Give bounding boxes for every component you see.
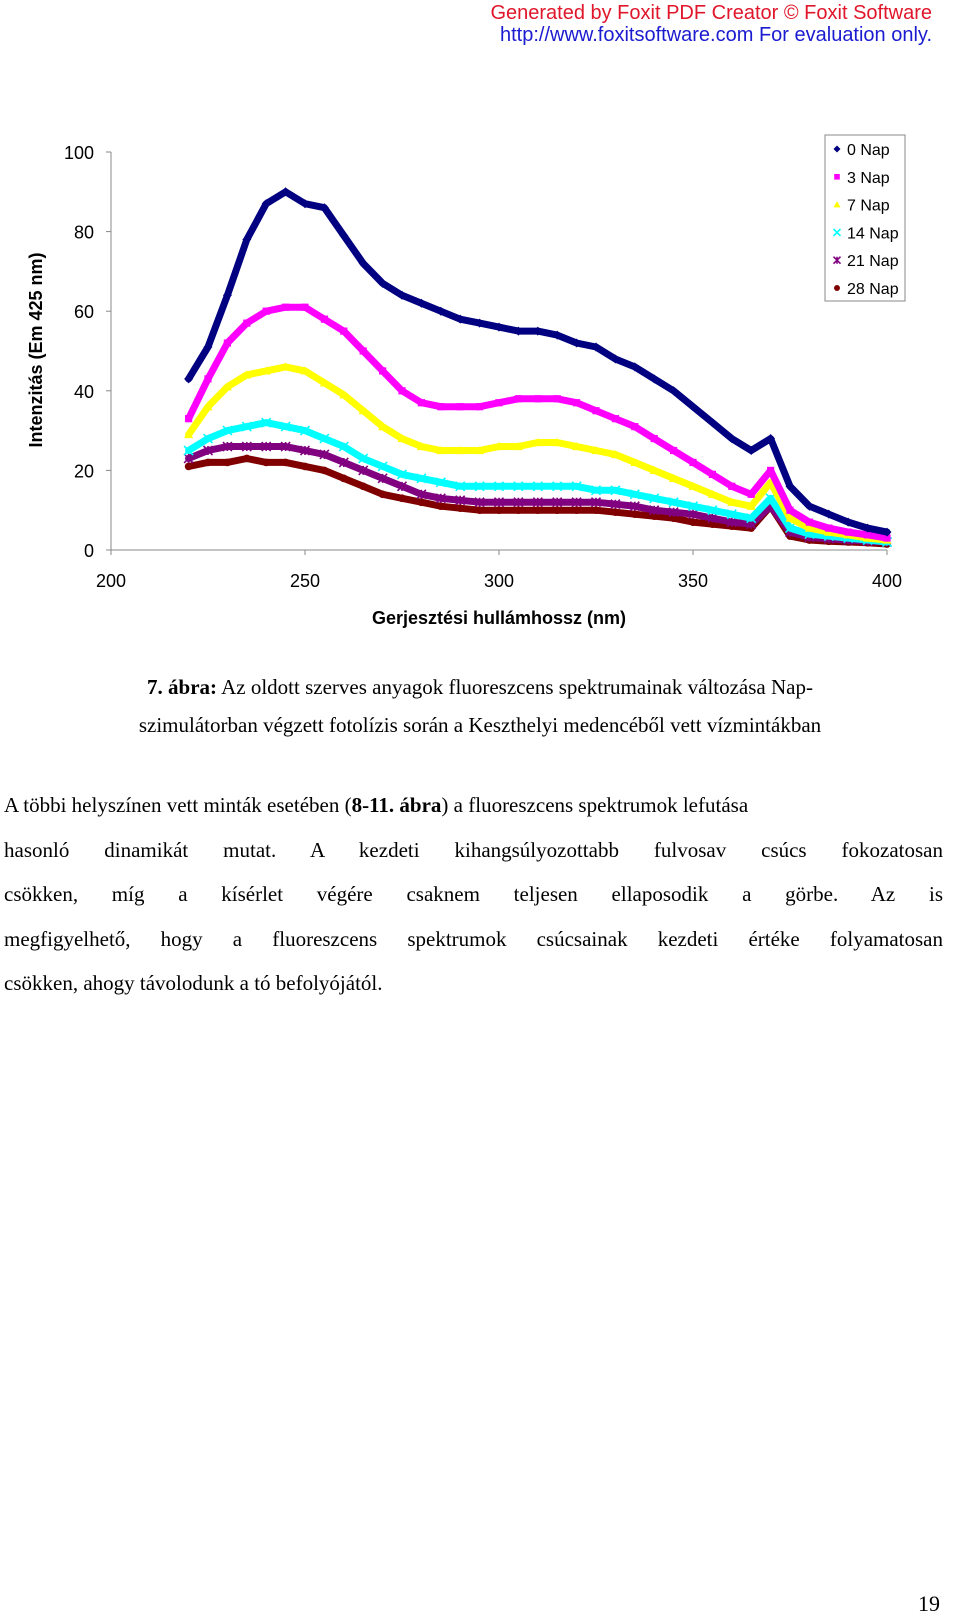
figure-caption [0,668,960,744]
data-point [689,518,697,526]
page-number: 19 [918,1591,940,1616]
data-point [456,504,464,512]
data-point [515,395,522,402]
y-tick-label: 80 [73,222,94,243]
legend-label: 21 Nap [847,253,899,271]
legend-label: 28 Nap [847,281,899,298]
data-point [262,459,270,467]
data-point [224,339,231,346]
data-point [689,459,696,466]
x-axis-label: Gerjesztési hullámhossz (nm) [371,608,627,628]
paragraph-line-4: megfigyelhető, hogy a fluoreszcens spektrumok csúcsainak kezdeti értéke folyamatosan [4,926,943,951]
data-point [495,506,503,514]
y-tick-label: 100 [63,143,94,163]
paragraph-text: A többi helyszínen vett minták esetében ( [4,793,352,817]
legend-marker [834,285,840,291]
body-paragraph [4,783,943,1006]
data-point [709,471,716,478]
paragraph-line-2: hasonló dinamikát mutat. A kezdeti kihangsúlyozottabb fulvosav csúcs fokozatosan [4,837,943,862]
data-point [651,435,658,442]
data-point [515,506,523,514]
data-point [437,502,445,510]
chart-axes [64,143,902,591]
paragraph-line-1 [4,783,943,828]
data-point [185,415,192,422]
data-point [340,475,348,483]
data-point [224,459,232,467]
data-point [767,467,774,474]
y-tick-label: 20 [73,461,94,482]
legend-label: 14 Nap [847,225,899,243]
legend-box [825,135,905,301]
paragraph-line-5: csökken, ahogy távolodunk a tó befolyójától. [4,971,383,995]
data-point [476,403,483,410]
y-axis-label: Intenzitás (Em 425 nm) [26,252,46,448]
data-point [360,347,367,354]
data-point [554,395,561,402]
data-point [398,387,405,394]
data-point [457,403,464,410]
x-tick-label: 400 [871,571,903,591]
caption-label: 7. ábra: [147,675,218,699]
data-point [825,525,832,532]
legend-label: 0 Nap [847,142,890,159]
data-point [379,490,387,498]
data-point [263,308,270,315]
data-point [398,494,406,502]
data-point [786,507,793,514]
data-point [612,415,619,422]
data-point [185,463,193,471]
y-tick-label: 40 [73,381,94,402]
data-point [340,328,347,335]
x-tick-label: 200 [95,571,127,591]
paragraph-line-3: csökken, míg a kísérlet végére csaknem teljesen ellaposodik a görbe. Az is [4,882,943,906]
data-point [670,447,677,454]
data-point [631,423,638,430]
series-line [189,192,887,532]
data-point [631,510,639,518]
paragraph-text: ) a fluoreszcens spektrumok lefutása [441,793,749,817]
data-point [243,320,250,327]
data-point [204,459,212,467]
data-point [204,375,211,382]
series-7-nap [184,362,891,543]
legend-marker [834,174,840,180]
data-point [748,491,755,498]
fluorescence-chart [0,0,960,650]
data-point [243,455,251,463]
data-point [301,304,308,311]
x-tick-label: 250 [289,571,321,591]
data-point [282,459,290,467]
data-point [418,498,426,506]
data-point [359,482,367,490]
caption-line-2: szimulátorban végzett fotolízis során a Keszthelyi medencéből vett vízmintákban [138,713,822,737]
data-point [806,519,813,526]
watermark-line-2: http://www.foxitsoftware.com For evaluation only. [499,24,932,46]
data-point [553,506,561,514]
data-point [476,506,484,514]
data-point [845,528,852,535]
data-point [573,506,581,514]
data-point [592,407,599,414]
data-point [728,483,735,490]
figure-reference: 8-11. ábra [351,793,442,817]
data-point [321,316,328,323]
data-point [379,367,386,374]
data-point [495,399,502,406]
caption-line-1: Az oldott szerves anyagok fluoreszcens spektrumainak változása Nap- [217,675,813,699]
data-point [573,399,580,406]
data-point [534,395,541,402]
watermark-line-1: Generated by Foxit PDF Creator © Foxit Software [490,2,932,24]
x-tick-label: 350 [677,571,709,591]
chart-legend [825,135,905,301]
data-point [321,467,329,475]
data-point [282,304,289,311]
data-point [612,508,620,516]
chart-series [184,187,891,548]
data-point [301,463,309,471]
x-tick-label: 300 [483,571,515,591]
y-tick-label: 60 [73,302,94,323]
legend-label: 3 Nap [847,169,890,187]
legend-label: 7 Nap [847,197,890,215]
data-point [418,399,425,406]
y-tick-label: 0 [83,541,94,561]
data-point [534,506,542,514]
data-point [437,403,444,410]
data-point [592,506,600,514]
